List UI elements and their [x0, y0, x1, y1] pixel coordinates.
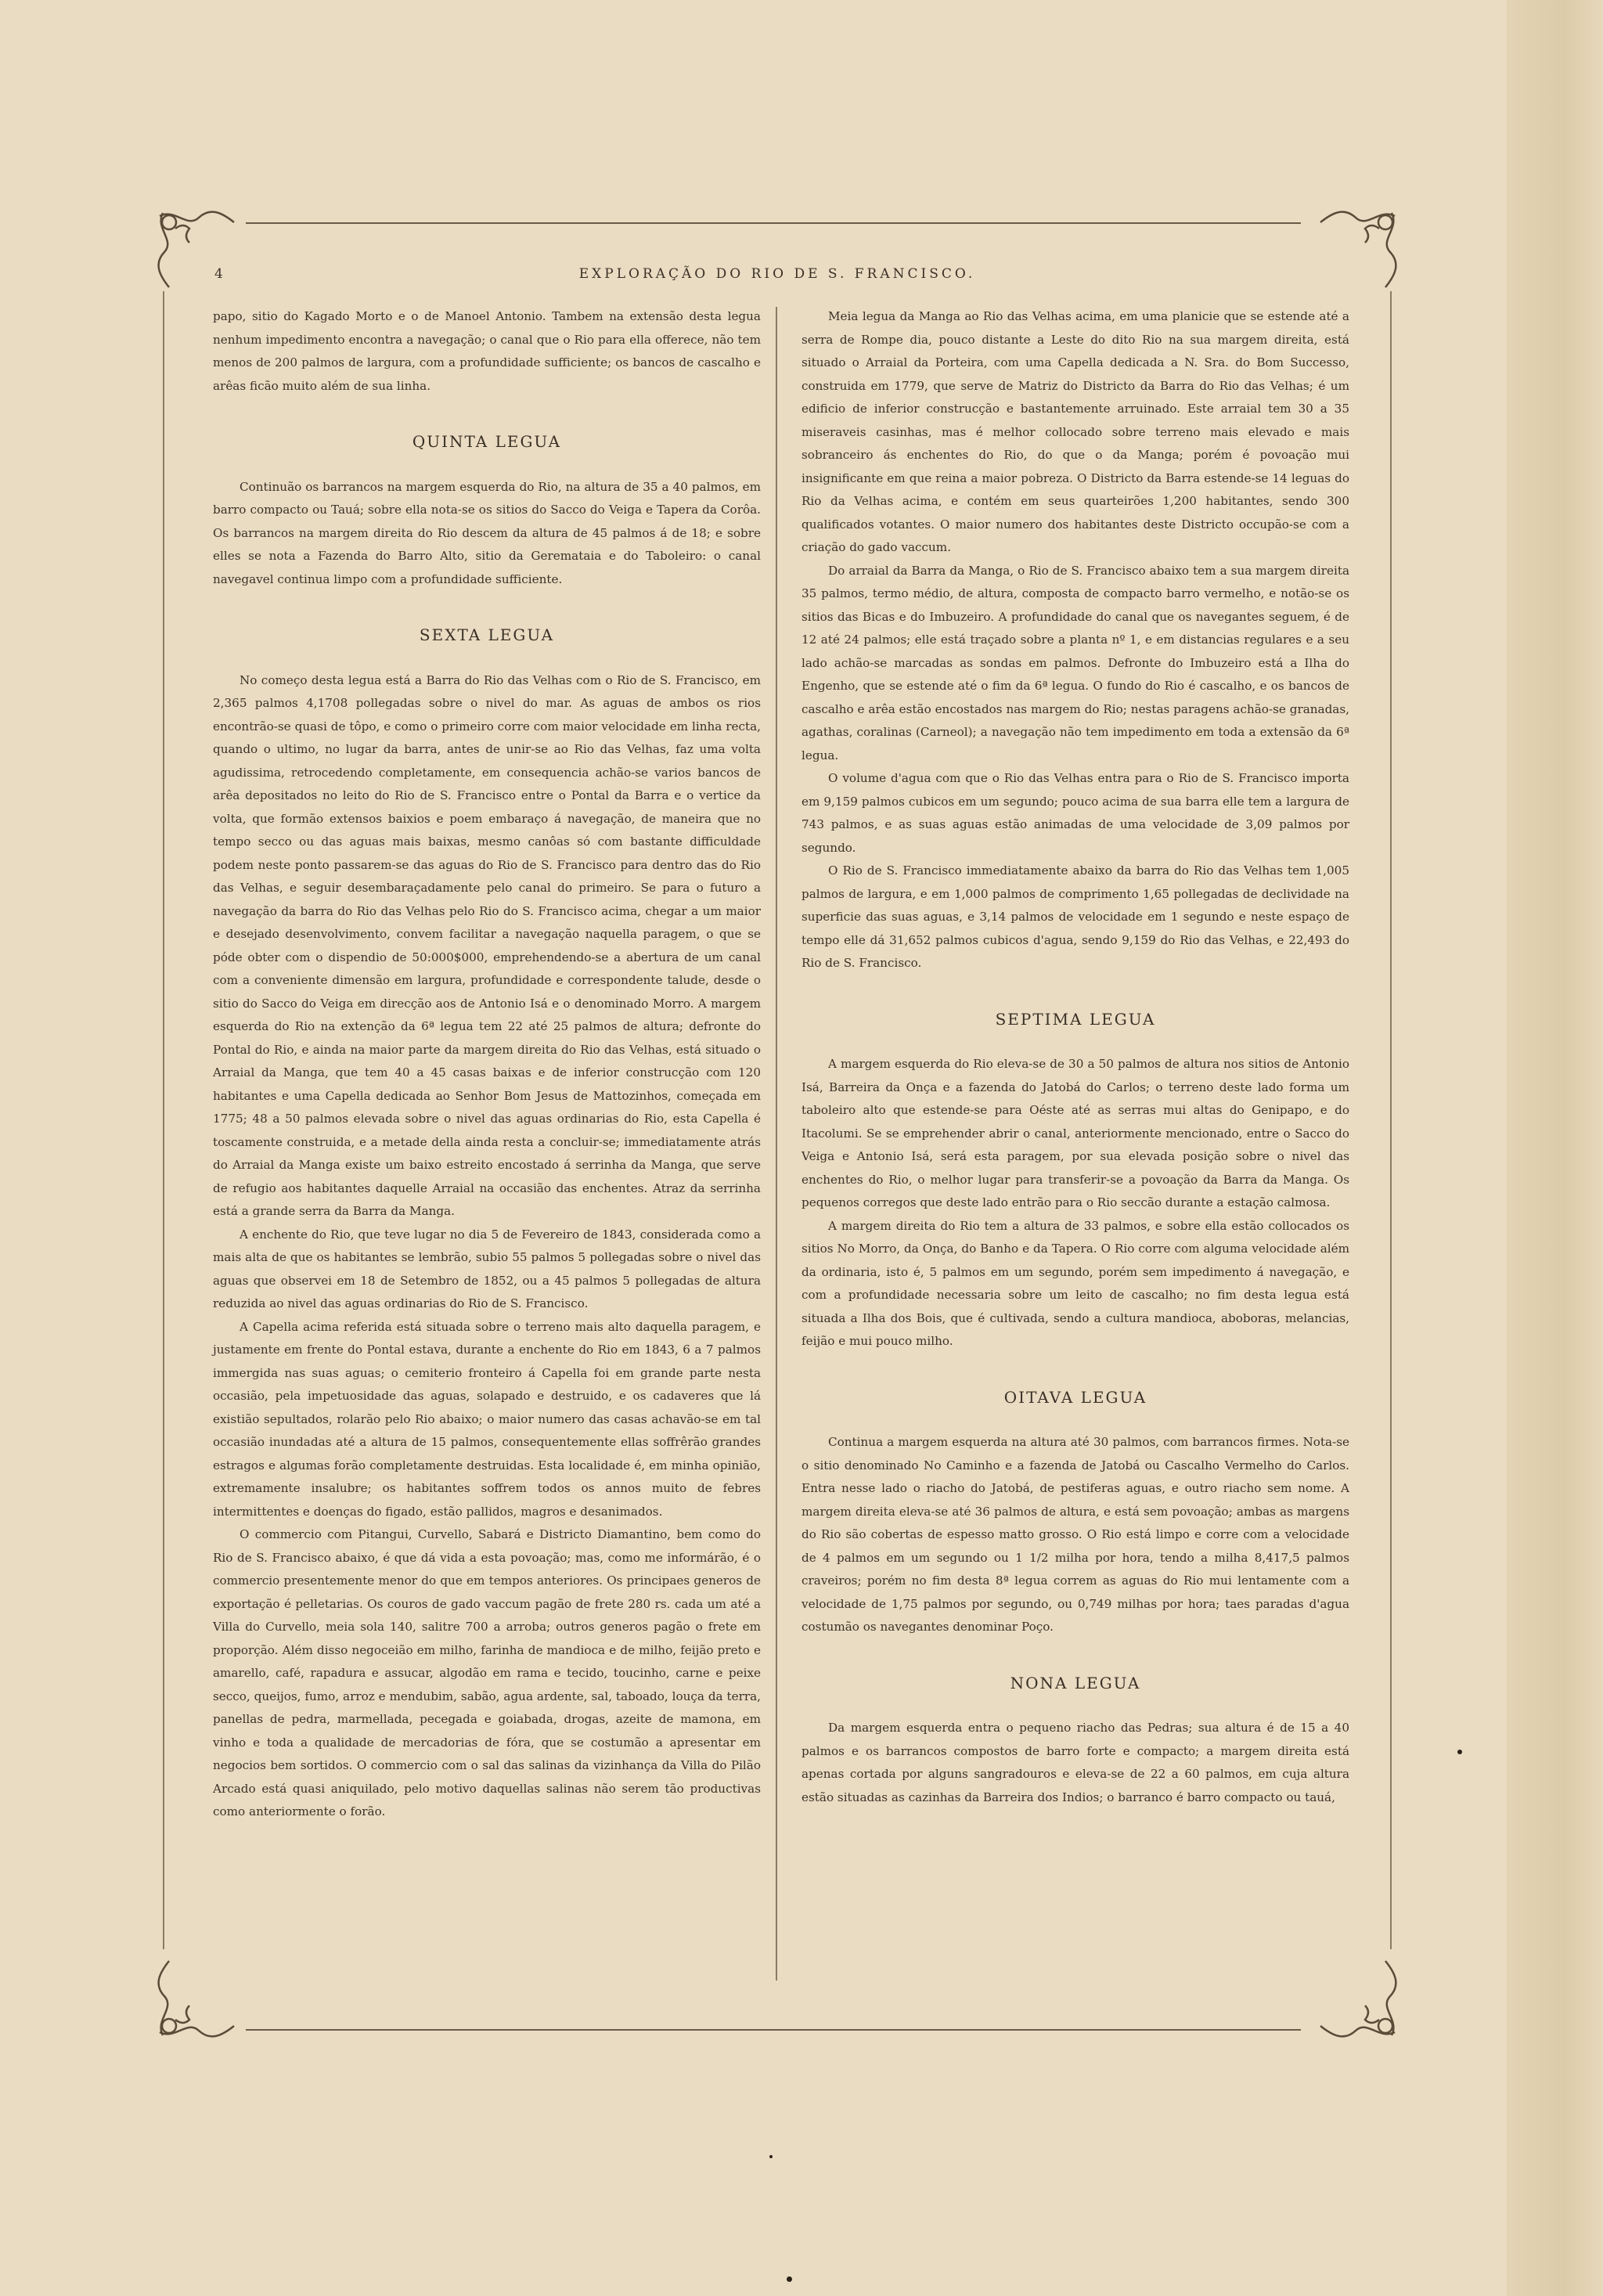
paragraph: O volume d'agua com que o Rio das Velhas entra para o Rio de S. Francisco importa em 9,159 palmos cubicos em um segundo; pouco acima de sua barra elle tem a largura de 743 palmos, e as suas aguas estão animadas de uma velocidade de 3,09 palmos por segundo. — [802, 771, 1349, 855]
paragraph: O Rio de S. Francisco immediatamente abaixo da barra do Rio das Velhas tem 1,005 palmos de largura, e em 1,000 palmos de comprimento 1,65 pollegadas de declividade na superficie das suas aguas, e 3,14 palmos de velocidade em 1 segundo e neste espaço de tempo elle dá 31,652 palmos cubicos d'agua, sendo 9,159 do Rio das Velhas, e 22,493 do Rio de S. Francisco. — [802, 863, 1349, 970]
paragraph: A margem direita do Rio tem a altura de 33 palmos, e sobre ella estão collocados os sitios No Morro, da Onça, do Banho e da Tapera. O Rio corre com alguma velocidade além da ordinaria, isto é, 5 palmos em um segundo, porém sem impedimento á navegação, e com a profundidade necessaria sobre um leito de cascalho; no fim desta legua está situada a Ilha dos Bois, que é cultivada, sendo a cultura mandioca, aboboras, melancias, feijão e mui pouco milho. — [802, 1218, 1349, 1348]
left-column — [213, 305, 761, 1824]
ink-spot — [769, 2155, 773, 2158]
running-title: EXPLORAÇÃO DO RIO DE S. FRANCISCO. — [578, 266, 976, 282]
ink-spot — [787, 2276, 792, 2282]
right-column — [802, 305, 1349, 1809]
bottom-border-rule — [246, 2029, 1301, 2031]
ink-spot — [1457, 1750, 1462, 1754]
paragraph: A enchente do Rio, que teve lugar no dia 5 de Fevereiro de 1843, considerada como a mais alta de que os habitantes se lembrão, subio 55 palmos 5 pollegadas sobre o nivel das aguas que observei em 18 de Setembro de 1852, ou a 45 palmos 5 pollegadas de altura reduzida ao nivel das aguas ordinarias do Rio de S. Francisco. — [213, 1227, 761, 1310]
page-fold-shadow — [1507, 0, 1603, 2296]
paragraph: No começo desta legua está a Barra do Rio das Velhas com o Rio de S. Francisco, em 2,365 palmos 4,1708 pollegadas sobre o nivel do mar. As aguas de ambos os rios encontrão-se quasi de tôpo, e como o primeiro corre com maior velocidade em linha recta, quando o ultimo, no lugar da barra, antes de unir-se ao Rio das Velhas, faz uma volta agudissima, retrocedendo completamente, em consequencia achão-se varios bancos de arêa depositados no leito do Rio de S. Francisco entre o Pontal da Barra e o vertice da volta, que formão extensos baixios e poem embaraço á navegação, de maneira que no tempo secco ou das aguas mais baixas, mesmo canôas só com bastante difficuldade podem neste ponto passarem-se das aguas do Rio de S. Francisco para dentro das do Rio das Velhas, e seguir desembaraçadamente pelo canal do primeiro. Se para o futuro a navegação da barra do Rio das Velhas pelo Rio do S. Francisco acima, chegar a um maior e desejado desenvolvimento, convem facilitar a navegação naquella paragem, o que se póde obter com o dispendio de 50:000$000, emprehendendo-se a abertura de um canal com a conveniente dimensão em largura, profundidade e correspondente talude, desde o sitio do Sacco do Veiga em direcção aos de Antonio Isá e o denominado Morro. A margem esquerda do Rio na extenção da 6ª legua tem 22 até 25 palmos de altura; defronte do Pontal do Rio, e ainda na maior parte da margem direita do Rio das Velhas, está situado o Arraial da Manga, que tem 40 a 45 casas baixas e de inferior construcção com 120 habitantes e uma Capella dedicada ao Senhor Bom Jesus de Mattozinhos, começada em 1775; 48 a 50 palmos elevada sobre o nivel das aguas ordinarias do Rio, esta Capella é toscamente construida, e a metade della ainda resta a concluir-se; immediatamente atrás do Arraial da Manga existe um baixo estreito encostado á serrinha da Manga, que serve de refugio aos habitantes daquelle Arraial na occasião das enchentes. Atraz da serrinha está a grande serra da Barra da Manga. — [213, 672, 761, 1218]
paragraph: O commercio com Pitangui, Curvello, Sabará e Districto Diamantino, bem como do Rio de S. Francisco abaixo, é que dá vida a esta povoação; mas, como me informárão, é o commercio presentemente menor do que em tempos anteriores. Os principaes generos de exportação é pelletarias. Os couros de gado vaccum pagão de frete 280 rs. cada um até a Villa do Curvello, meia sola 140, salitre 700 a arroba; outros generos pagão o frete em proporção. Além disso negoceião em milho, farinha de mandioca e de milho, feijão preto e amarello, café, rapadura e assucar, algodão em rama e tecido, toucinho, carne e peixe secco, queijos, fumo, arroz e mendubim, sabão, agua ardente, sal, taboado, louça da terra, panellas de pedra, marmellada, pecegada e goiabada, drogas, azeite de mamona, em vinho e toda a qualidade de mercadorias de fóra, que se costumão a apresentar em negocios bem sortidos. O commercio com o sal das salinas da vizinhança da Villa do Pilão Arcado está quasi aniquilado, pelo motivo daquellas salinas não serem tão productivas como anteriormente o forão. — [213, 1527, 761, 1818]
page-frame — [152, 205, 1403, 2043]
corner-ornament-icon — [152, 1957, 238, 2043]
left-border-rule — [163, 291, 164, 1949]
paragraph: Continuão os barrancos na margem esquerda do Rio, na altura de 35 a 40 palmos, em barro compacto ou Tauá; sobre ella nota-se os sitios do Sacco do Veiga e Tapera da Corôa. Os barrancos na margem direita do Rio descem da altura de 45 palmos á de 18; e sobre elles se nota a Fazenda do Barro Alto, sitio da Geremataia e do Taboleiro: o canal navegavel continua limpo com a profundidade sufficiente. — [213, 479, 761, 586]
paragraph: A margem esquerda do Rio eleva-se de 30 a 50 palmos de altura nos sitios de Antonio Isá, Barreira da Onça e a fazenda do Jatobá do Carlos; o terreno deste lado forma um taboleiro alto que estende-se para Oéste até as serras mui altas do Genipapo, e do Itacolumi. Se se emprehender abrir o canal, anteriormente mencionado, entre o Sacco do Veiga e Antonio Isá, será esta paragem, por sua elevada posição sobre o nivel das enchentes do Rio, o melhor lugar para transferir-se a povoação da Barra da Manga. Os pequenos corregos que deste lado entrão para o Rio seccão durante a estação calmosa. — [802, 1057, 1349, 1209]
section-heading: SEPTIMA LEGUA — [995, 1009, 1156, 1029]
section-heading: SEXTA LEGUA — [419, 625, 555, 644]
top-border-rule — [246, 222, 1301, 224]
paragraph: A Capella acima referida está situada sobre o terreno mais alto daquella paragem, e justamente em frente do Pontal estava, durante a enchente do Rio em 1843, 6 a 7 palmos immergida nas suas aguas; o cemiterio fronteiro á Capella foi em grande parte nesta occasião, pela impetuosidade das aguas, solapado e destruido, e os cadaveres que lá existião sepultados, rolarão pelo Rio abaixo; o maior numero das casas achavão-se em tal occasião inundadas até a altura de 15 palmos, consequentemente ellas soffrêrão grandes estragos e algumas forão completamente destruidas. Esta localidade é, em minha opinião, extremamente insalubre; os habitantes soffrem todos os annos muito de febres intermittentes e doenças do figado, estão pallidos, magros e desanimados. — [213, 1319, 761, 1519]
paragraph: Do arraial da Barra da Manga, o Rio de S. Francisco abaixo tem a sua margem direita 35 palmos, termo médio, de altura, composta de compacto barro vermelho, e notão-se os sitios das Bicas e do Imbuzeiro. A profundidade do canal que os navegantes seguem, é de 12 até 24 palmos; elle está traçado sobre a planta nº 1, e em distancias regulares e a seu lado achão-se marcadas as sondas em palmos. Defronte do Imbuzeiro está a Ilha do Engenho, que se estende até o fim da 6ª legua. O fundo do Rio é cascalho, e os bancos de cascalho e arêa estão encostados nas margem do Rio; nestas paragens achão-se granadas, agathas, coralinas (Carneol); a navegação não tem impedimento em toda a extensão da 6ª legua. — [802, 563, 1349, 762]
section-heading: QUINTA LEGUA — [412, 432, 562, 451]
paragraph: papo, sitio do Kagado Morto e o de Manoel Antonio. Tambem na extensão desta legua nenhum impedimento encontra a navegação; o canal que o Rio para ella offerece, não tem menos de 200 palmos de largura, com a profundidade sufficiente; os bancos de cascalho e arêas ficão muito além de sua linha. — [213, 309, 761, 393]
paragraph: Continua a margem esquerda na altura até 30 palmos, com barrancos firmes. Nota-se o sitio denominado No Caminho e a fazenda de Jatobá ou Cascalho Vermelho do Carlos. Entra nesse lado o riacho do Jatobá, de pestiferas aguas, e outro riacho sem nome. A margem direita eleva-se até 36 palmos de altura, e está sem povoação; ambas as margens do Rio são cobertas de espesso matto grosso. O Rio está limpo e corre com a velocidade de 4 palmos em um segundo ou 1 1/2 milha por hora, tendo a milha 8,417,5 palmos craveiros; porém no fim desta 8ª legua correm as aguas do Rio mui lentamente com a velocidade de 1,75 palmos por segundo, ou 0,749 milhas por hora; taes paradas d'agua costumão os navegantes denominar Poço. — [802, 1435, 1349, 1634]
section-heading: OITAVA LEGUA — [1003, 1387, 1147, 1407]
section-heading: NONA LEGUA — [1010, 1673, 1141, 1692]
column-divider — [776, 307, 777, 1981]
paragraph: Meia legua da Manga ao Rio das Velhas acima, em uma planicie que se estende até a serra de Rompe dia, pouco distante a Leste do dito Rio na sua margem direita, está situado o Arraial da Porteira, com uma Capella dedicada a N. Sra. do Bom Successo, construida em 1779, que serve de Matriz do Districto da Barra do Rio das Velhas; é um edificio de inferior construcção e bastantemente arruinado. Este arraial tem 30 a 35 miseraveis casinhas, mas é melhor collocado sobre terreno mais elevado e mais sobranceiro ás enchentes do Rio, do que o da Manga; porém é povoação mui insignificante em que reina a maior pobreza. O Districto da Barra estende-se 14 leguas do Rio da Velhas acima, e contém em seus quarteirões 1,200 habitantes, sendo 300 qualificados votantes. O maior numero dos habitantes deste Districto occupão-se com a criação do gado vaccum. — [802, 309, 1349, 554]
page-number: 4 — [214, 266, 223, 282]
paragraph: Da margem esquerda entra o pequeno riacho das Pedras; sua altura é de 15 a 40 palmos e os barrancos compostos de barro forte e compacto; a margem direita está apenas cortada por alguns sangradouros e eleva-se de 22 a 60 palmos, em cuja altura estão situadas as cazinhas da Barreira dos Indios; o barranco é barro compacto ou tauá, — [802, 1721, 1349, 1804]
corner-ornament-icon — [1317, 1957, 1403, 2043]
right-border-rule — [1390, 291, 1392, 1949]
